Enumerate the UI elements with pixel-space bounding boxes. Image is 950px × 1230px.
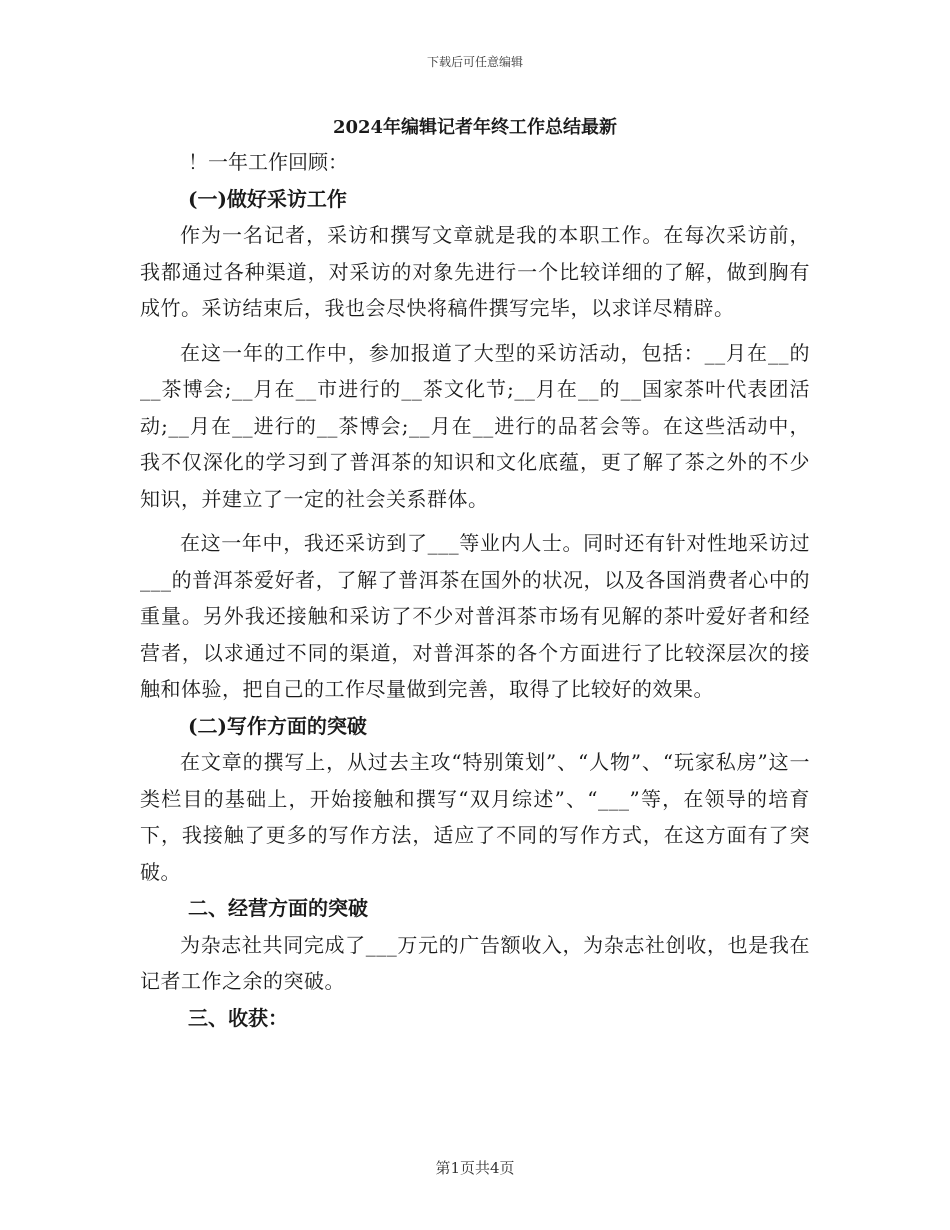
section-heading-gains: 三、收获： (188, 1005, 288, 1030)
page-number: 第1页共4页 (435, 1159, 515, 1177)
paragraph: 在文章的撰写上，从过去主攻“特别策划”、“人物”、“玩家私房”这一类栏目的基础上，开始接触和撰写“双月综述”、“___”等，在领导的培育下，我接触了更多的写作方法，适应了不同的写作方式，在这方面有了突破。 (140, 750, 810, 884)
intro-line: ！一年工作回顾： (188, 150, 348, 174)
section-heading-writing: (二)写作方面的突破 (188, 713, 367, 738)
document-title: 2024年编辑记者年终工作总结最新 (332, 117, 618, 138)
paragraph: 在这一年的工作中，参加报道了大型的采访活动，包括：__月在__的__茶博会;__月在__市进行的__茶文化节;__月在__的__国家茶叶代表团活动;__月在__进行的__茶博会;__月在__进行的品茗会等。在这些活动中，我不仅深化的学习到了普洱茶的知识和文化底蕴，更了解了茶之外的不少知识，并建立了一定的社会关系群体。 (140, 340, 810, 511)
paragraph: 在这一年中，我还采访到了___等业内人士。同时还有针对性地采访过___的普洱茶爱好者，了解了普洱茶在国外的状况，以及各国消费者心中的重量。另外我还接触和采访了不少对普洱茶市场有见解的茶叶爱好者和经营者，以求通过不同的渠道，对普洱茶的各个方面进行了比较深层次的接触和体验，把自己的工作尽量做到完善，取得了比较好的效果。 (140, 531, 810, 701)
paragraph: 为杂志社共同完成了___万元的广告额收入，为杂志社创收，也是我在记者工作之余的突破。 (140, 932, 810, 993)
page-header-note: 下载后可任意编辑 (426, 55, 523, 69)
paragraph: 作为一名记者，采访和撰写文章就是我的本职工作。在每次采访前，我都通过各种渠道，对采访的对象先进行一个比较详细的了解，做到胸有成竹。采访结束后，我也会尽快将稿件撰写完毕，以求详尽精辟。 (140, 223, 810, 320)
document-body (140, 112, 810, 1036)
section-heading-business: 二、经营方面的突破 (188, 896, 368, 920)
section-heading-interview: (一)做好采访工作 (188, 186, 347, 211)
